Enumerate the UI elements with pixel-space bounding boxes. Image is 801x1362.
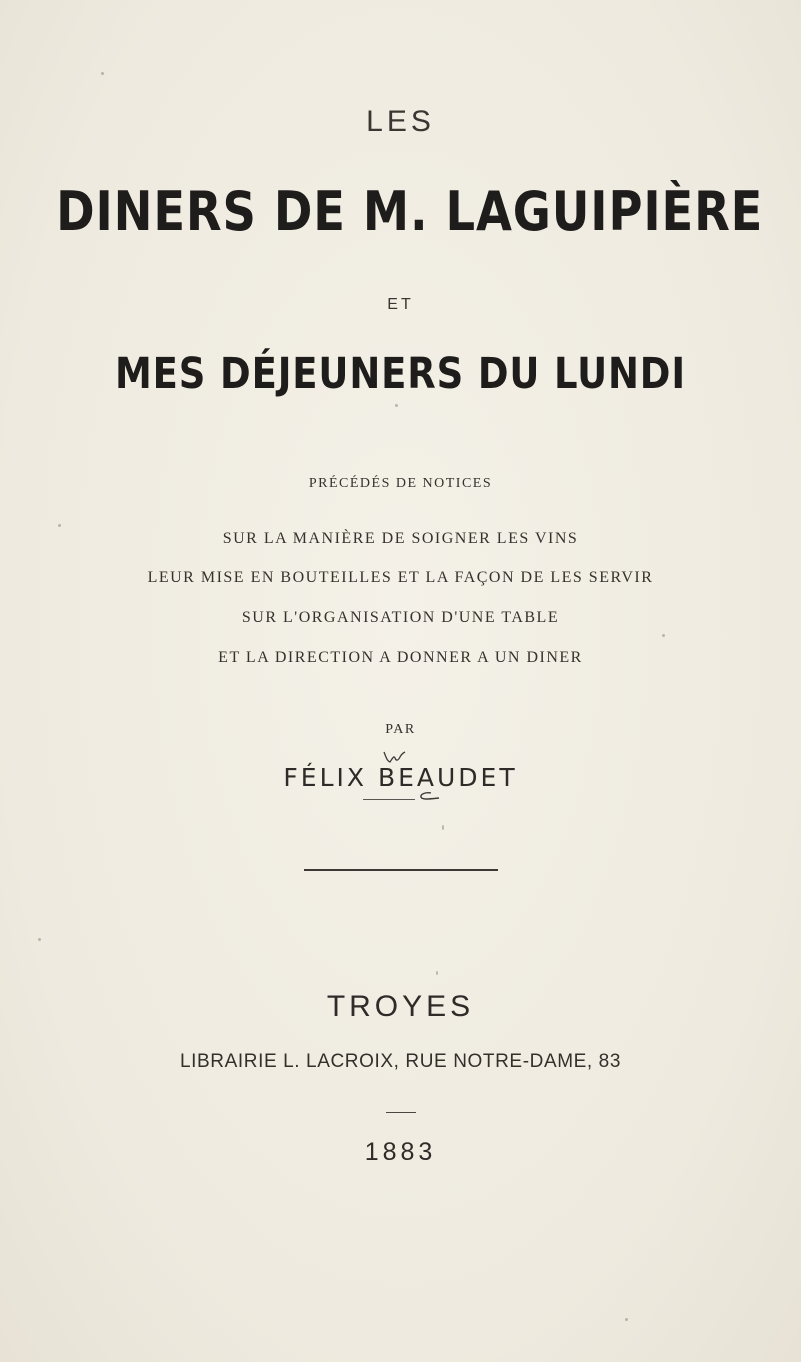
main-title: DINERS DE M. LAGUIPIÈRE bbox=[56, 180, 764, 243]
publication-year: 1883 bbox=[364, 1138, 437, 1166]
publisher-line: LIBRAIRIE L. LACROIX, RUE NOTRE-DAME, 83 bbox=[179, 1051, 622, 1072]
divider-rule bbox=[304, 869, 498, 871]
ornament-flourish-icon bbox=[417, 790, 441, 802]
paper-speck bbox=[58, 524, 61, 527]
notice-line-4: ET LA DIRECTION A DONNER A UN DINER bbox=[218, 649, 583, 666]
precedes-line: PRÉCÉDÉS DE NOTICES bbox=[308, 476, 493, 491]
author-name: FÉLIX BEAUDET bbox=[283, 763, 518, 792]
notice-line-3: SUR L'ORGANISATION D'UNE TABLE bbox=[241, 609, 560, 626]
par-label: PAR bbox=[385, 722, 416, 737]
notice-line-1: SUR LA MANIÈRE DE SOIGNER LES VINS bbox=[222, 530, 579, 547]
short-divider bbox=[386, 1112, 416, 1113]
paper-speck bbox=[442, 825, 444, 830]
paper-speck bbox=[395, 404, 398, 407]
paper-speck bbox=[662, 634, 665, 637]
paper-speck bbox=[436, 971, 438, 975]
publisher-city: TROYES bbox=[326, 990, 475, 1023]
subtitle: MES DÉJEUNERS DU LUNDI bbox=[115, 349, 686, 399]
conjunction-et: ET bbox=[387, 296, 414, 313]
paper-speck bbox=[101, 72, 104, 75]
paper-speck bbox=[38, 938, 41, 941]
paper-speck bbox=[625, 1318, 628, 1321]
ornament-dash bbox=[363, 799, 415, 800]
header-les: LES bbox=[366, 105, 435, 138]
notice-line-2: LEUR MISE EN BOUTEILLES ET LA FAÇON DE LES SERVIR bbox=[147, 569, 654, 586]
